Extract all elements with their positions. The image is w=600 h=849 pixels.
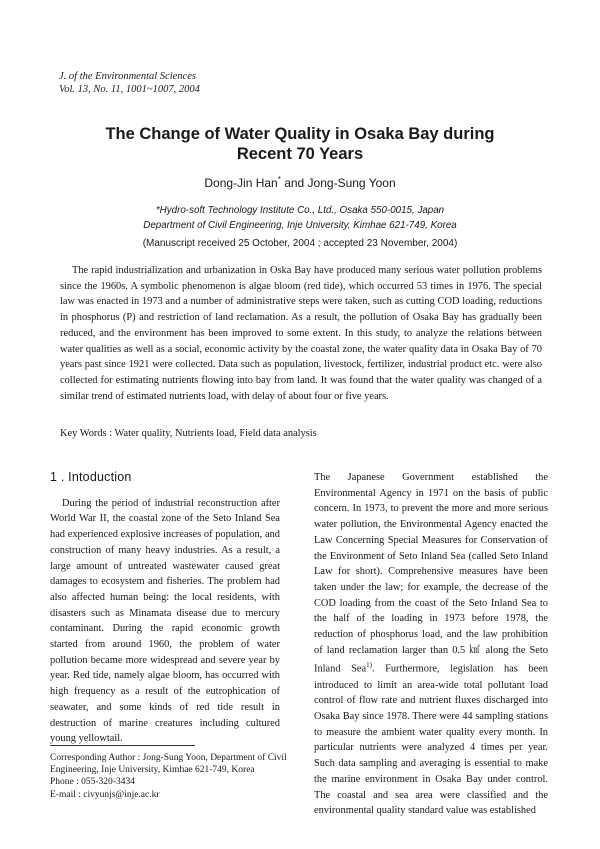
footnote [50, 752, 288, 801]
journal-citation [59, 70, 200, 96]
title-line-2: Recent 70 Years [236, 145, 364, 163]
body-text-b: . Furthermore, legislation has been introduced to limit an area-wide total pollutant load control of flow rate and nutrient fluxes discharged into Osaka Bay since 1978. There were 44 sampling stations to measure the ambient water quality every month. In particular nutrients were analyzed 4 times per year. Such data sampling and averaging is essential to make the marine environment in Osaka Bay under control. The coastal and sea area were classified and the environmental quality standard value was established [314, 663, 548, 817]
affiliations [0, 203, 600, 233]
reference-marker: 1) [366, 661, 372, 670]
corresponding-marker: * [277, 175, 281, 184]
body-paragraph: During the period of industrial reconstruction after World War II, the coastal zone of the Seto Inland Sea had experienced explosive increases of population, and construction of many heavy industries. As a result, a large amount of untreated wastewater caused great damages to ecosystem and fisheries. The problem had also affected human being: the local residents, with disasters such as Minamata disease due to mercury contaminant. During the rapid economic growth started from around 1960, the problem of water pollution became more widespread and severe year by year. Red tide, namely algae bloom, has occurred with high frequency as a result of the eutrophication of seawater, and some kinds of red tide result in destruction of marine creatures including cultured young yellowtail. [50, 497, 280, 745]
manuscript-dates: (Manuscript received 25 October, 2004 ; accepted 23 November, 2004) [142, 238, 458, 249]
left-column [50, 470, 280, 747]
phone: Phone : 055-320-3434 [50, 777, 135, 788]
journal-name: J. of the Environmental Sciences [59, 71, 196, 82]
footnote-divider [50, 745, 195, 746]
journal-volume: Vol. 13, No. 11, 1001~1007, 2004 [59, 84, 200, 95]
email: E-mail : civyunjs@inje.ac.kr [50, 789, 160, 800]
author-first: Dong-Jin Han [204, 176, 278, 190]
title-line-1: The Change of Water Quality in Osaka Bay during [105, 125, 495, 143]
author-rest: and Jong-Sung Yoon [280, 176, 396, 190]
body-text-a: The Japanese Government established the Environmental Agency in 1971 on the basis of public concern. In 1973, to prevent the more and more serious water pollution, the Environmental Agency enacted the Law Concerning Special Measures for Conservation of the Environment of Seto Inland Sea (called Seto Inland Law for short). Comprehensive measures have been taken under the law; for example, the decrease of the COD loading from the coast of the Seto Inland Sea to the half of the loading in 1973 before 1978, the reduction of phosphorus load, and the law prohibition of land reclamation larger than 0.5 ㎢ along the Seto Inland Sea [314, 472, 548, 675]
affiliation-2: Department of Civil Engineering, Inje University, Kimhae 621-749, Korea [143, 220, 457, 231]
section-heading: 1 . Intoduction [50, 470, 132, 484]
keywords: Key Words : Water quality, Nutrients load, Field data analysis [60, 428, 317, 439]
corresponding-author: Corresponding Author : Jong-Sung Yoon, Department of Civil Engineering, Inje University, Kimhae 621-749, Korea [50, 753, 287, 776]
authors [0, 175, 600, 190]
right-column [314, 470, 548, 819]
affiliation-1: *Hydro-soft Technology Institute Co., Ltd., Osaka 550-0015, Japan [155, 205, 445, 216]
abstract: The rapid industrialization and urbanization in Oska Bay have produced many serious water pollution problems since the 1960s. A symbolic phenomenon is algae bloom (red tide), which occurred 53 times in 1976. The special law was enacted in 1973 and a number of administrative steps were taken, such as cutting COD loading, reductions in phosphorus (P) and restriction of land reclamation. As a result, the pollution of Osaka Bay has gradually been reduced, and the environment has been improved to some extent. In this study, to analyze the relations between water qualities as well as a social, economic activity by the coastal zone, the water quality data in Osaka Bay of 70 years past since 1921 were collected. Data such as population, livestock, fertilizer, industrial product etc. were also collected for estimating nutrients flowing into bay from land. It was found that the water quality was changed of a similar trend of estimated nutrients load, with delay of about four or five years. [60, 265, 542, 402]
paper-title [40, 124, 560, 164]
body-paragraph-right [314, 470, 548, 819]
